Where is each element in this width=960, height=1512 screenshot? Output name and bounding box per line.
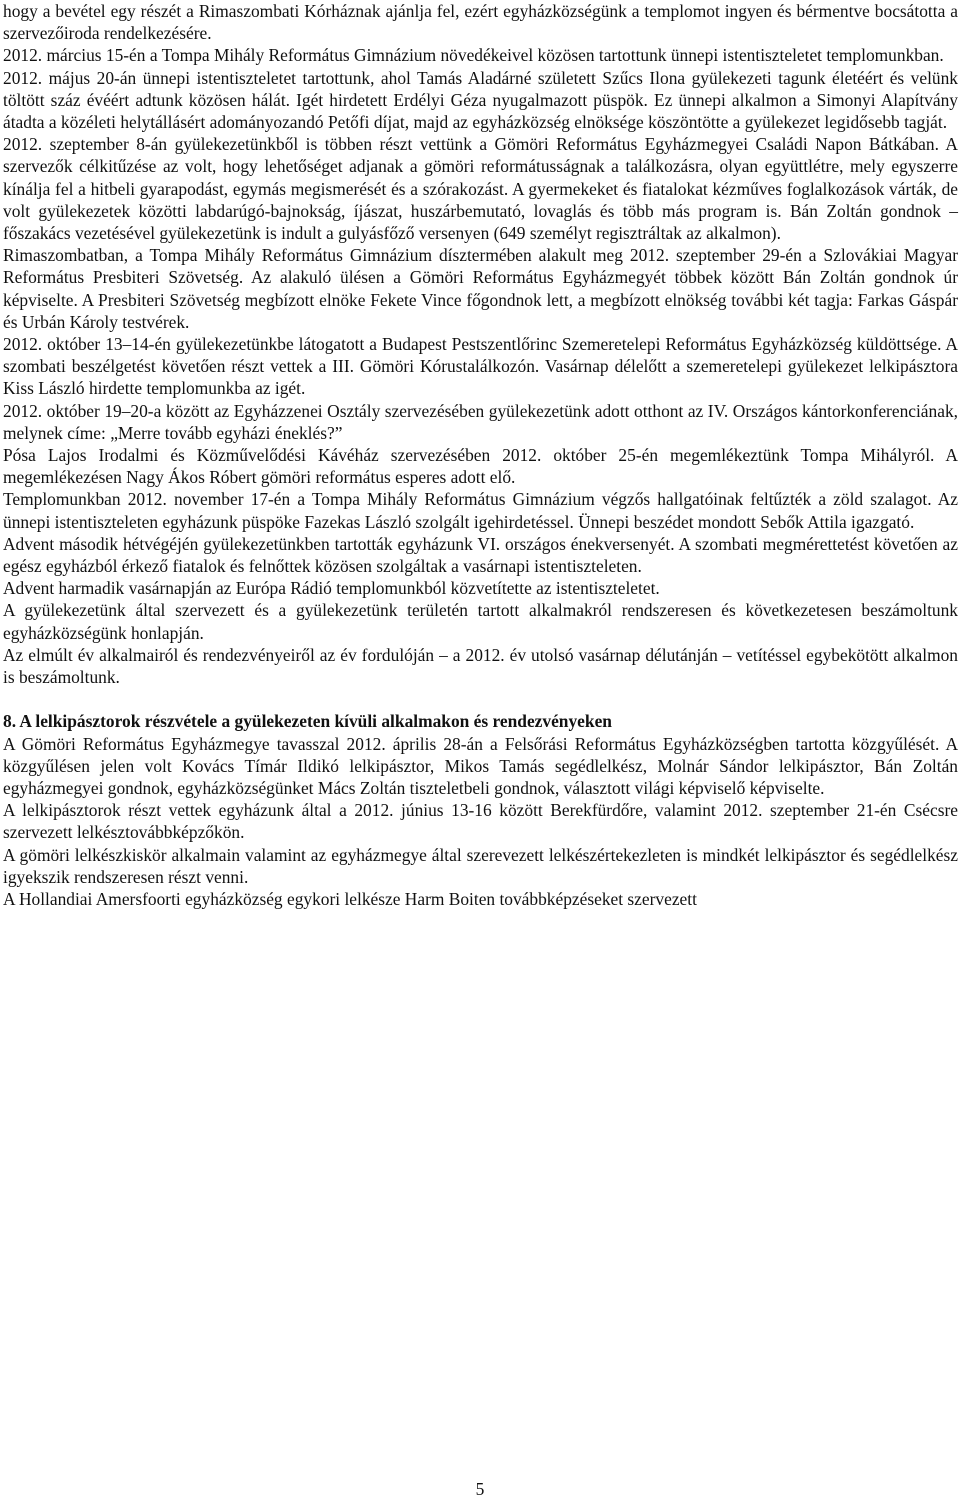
paragraph: 2012. március 15-én a Tompa Mihály Református Gimnázium növedékeivel közösen tartottunk ünnepi istentiszteletet templomunkban. (3, 45, 944, 66)
page-number: 5 (475, 1479, 485, 1499)
paragraph: A gömöri lelkészkiskör alkalmain valamint az egyházmegye által szerevezett lelkészértekezleten is mindkét lelkipásztor és segédlelkész igyekszik rendszeresen részt venni. (3, 844, 958, 887)
paragraph: A Hollandiai Amersfoorti egyházközség egykori lelkésze Harm Boiten továbbképzéseket szervezett (3, 888, 697, 909)
paragraph: Pósa Lajos Irodalmi és Közművelődési Kávéház szervezésében 2012. október 25-én megemlékeztünk Tompa Mihályról. A megemlékezésen Nagy Ákos Róbert gömöri református esperes adott elő. (3, 445, 958, 488)
paragraph: A gyülekezetünk által szervezett és a gyülekezetünk területén tartott alkalmakról rendszeresen és következetesen beszámoltunk egyházközségünk honlapján. (3, 600, 958, 643)
paragraph: 2012. május 20-án ünnepi istentiszteletet tartottunk, ahol Tamás Aladárné született Szűcs Ilona gyülekezeti tagunk életéért és velünk töltött száz évéért adtunk közösen hálát. Igét hirdetett Erdélyi Géza nyugalmazott püspök. Ez ünnepi alkalmon a Simonyi Alapítvány átadta a közéleti helytállásért adományozandó Petőfi díjat, majd az egyházközség elnöksége köszöntötte a gyülekezet legidősebb tagját. (3, 67, 958, 133)
paragraph: Advent harmadik vasárnapján az Európa Rádió templomunkból közvetítette az istentiszteletet. (3, 578, 660, 599)
paragraph: hogy a bevétel egy részét a Rimaszombati Kórháznak ajánlja fel, ezért egyházközségünk a templomot ingyen és bérmentve bocsátotta a szervezőiroda rendelkezésére. (3, 1, 958, 44)
paragraph: A Gömöri Református Egyházmegye tavasszal 2012. április 28-án a Felsőrási Református Egyházközségben tartotta közgyűlését. A közgyűlésen jelen volt Kovács Tímár Ildikó lelkipásztor, Mikos Tamás segédlelkész, Molnár Sándor lelkipásztor, Bán Zoltán egyházmegyei gondnok, egyházközségünket Mács Zoltán tiszteletbeli gondnok, választott világi képviselő képviselte. (3, 733, 958, 798)
paragraph: Az elmúlt év alkalmairól és rendezvényeiről az év fordulóján – a 2012. év utolsó vasárnap délutánján – vetítéssel egybekötött alkalmon is beszámoltunk. (3, 644, 958, 688)
paragraph: Templomunkban 2012. november 17-én a Tompa Mihály Református Gimnázium végzős hallgatóinak feltűzték a zöld szalagot. Az ünnepi istentiszteleten egyházunk püspöke Fazekas László szolgált igehirdetéssel. Ünnepi beszédet mondott Sebők Attila igazgató. (3, 489, 958, 532)
paragraph: Advent második hétvégéjén gyülekezetünkben tartották egyházunk VI. országos énekversenyét. A szombati megmérettetést követően az egész egyházból érkező fiatalok és felnőttek közösen szolgáltak a vasárnapi istentiszteleten. (3, 533, 958, 577)
paragraph: 2012. október 19–20-a között az Egyházzenei Osztály szervezésében gyülekezetünk adott otthont az IV. Országos kántorkonferenciának, melynek címe: „Merre tovább egyházi éneklés?” (3, 400, 958, 443)
paragraph: A lelkipásztorok részt vettek egyházunk által a 2012. június 13-16 között Berekfürdőre, valamint 2012. szeptember 21-én Csécsre szervezett lelkésztovábbképzőkön. (3, 800, 958, 843)
section-heading: 8. A lelkipásztorok részvétele a gyülekezeten kívüli alkalmakon és rendezvényeken (3, 711, 612, 732)
paragraph: 2012. szeptember 8-án gyülekezetünkből is többen részt vettünk a Gömöri Református Egyházmegyei Családi Napon Bátkában. A szervezők célkitűzése az volt, hogy lehetőséget adjanak a gömöri reformátusságnak a találkozásra, olyan együttlétre, mely egyszerre kínálja fel a hitbeli gyarapodást, egymás megismerését és a szórakozást. A gyermekeket és fiatalokat kézműves foglalkozások várták, de volt gyülekezetek közötti labdarúgó-bajnokság, íjászat, huszárbemutató, lovaglás és több más program is. Bán Zoltán gondnok – főszakács vezetésével gyülekezetünk is indult a gulyásfőző versenyen (649 személyt regisztráltak az alkalmon). (3, 134, 958, 244)
paragraph: 2012. október 13–14-én gyülekezetünkbe látogatott a Budapest Pestszentlőrinc Szemeretelepi Református Egyházközség küldöttsége. A szombati beszélgetést követően részt vettek a III. Gömöri Kórustalálkozón. Vasárnap délelőtt a szemeretelepi gyülekezet lelkipásztora Kiss László hirdette templomunkba az igét. (3, 334, 958, 399)
document-page (3, 0, 958, 910)
paragraph: Rimaszombatban, a Tompa Mihály Református Gimnázium dísztermében alakult meg 2012. szeptember 29-én a Szlovákiai Magyar Református Presbiteri Szövetség. Az alakuló ülésen a Gömöri Református Egyházmegyét többek között Bán Zoltán gondnok úr képviselte. A Presbiteri Szövetség megbízott elnöke Fekete Vince főgondnok lett, a megbízott elnökség további két tagja: Farkas Gáspár és Urbán Károly testvérek. (3, 245, 958, 332)
